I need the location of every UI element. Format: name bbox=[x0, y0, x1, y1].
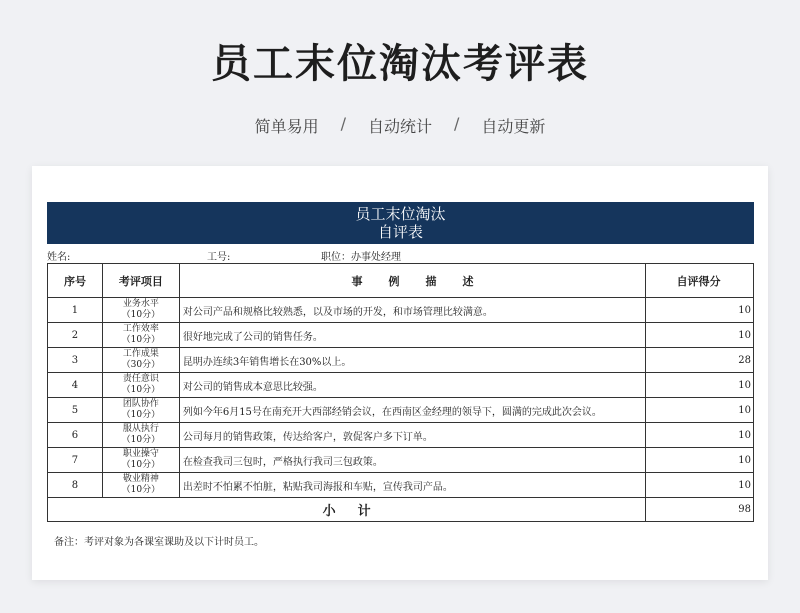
total-label: 小计 bbox=[48, 498, 646, 522]
row-description: 公司每月的销售政策，传达给客户，敦促客户多下订单。 bbox=[179, 423, 645, 448]
item-points: （10分） bbox=[121, 335, 161, 345]
table-row bbox=[48, 423, 754, 448]
col-header-score: 自评得分 bbox=[646, 264, 754, 298]
item-name: 工作效率 bbox=[122, 324, 159, 334]
col-header-no: 序号 bbox=[48, 264, 103, 298]
row-score: 10 bbox=[646, 423, 754, 448]
row-number: 2 bbox=[48, 323, 103, 348]
col-header-item: 考评项目 bbox=[102, 264, 179, 298]
row-score: 10 bbox=[646, 448, 754, 473]
feature-list bbox=[0, 114, 800, 137]
row-number: 1 bbox=[48, 298, 103, 323]
item-name: 工作成果 bbox=[122, 349, 159, 359]
row-number: 3 bbox=[48, 348, 103, 373]
total-score: 98 bbox=[646, 498, 754, 522]
row-item bbox=[102, 473, 179, 498]
row-score: 10 bbox=[646, 473, 754, 498]
row-score: 10 bbox=[646, 373, 754, 398]
col-header-desc: 事例描述 bbox=[179, 264, 645, 298]
row-description: 在检查我司三包时，严格执行我司三包政策。 bbox=[179, 448, 645, 473]
row-item bbox=[102, 448, 179, 473]
row-item bbox=[102, 348, 179, 373]
feature-separator: / bbox=[340, 114, 346, 133]
row-description: 对公司的销售成本意思比较强。 bbox=[179, 373, 645, 398]
row-item bbox=[102, 298, 179, 323]
feature-auto-update: 自动更新 bbox=[481, 117, 546, 136]
row-description: 列如今年6月15号在南充开大西部经销会议，在西南区金经理的领导下，圆满的完成此次会议。 bbox=[179, 398, 645, 423]
name-label: 姓名: bbox=[47, 252, 71, 263]
row-description: 很好地完成了公司的销售任务。 bbox=[179, 323, 645, 348]
item-points: （10分） bbox=[121, 310, 161, 320]
feature-separator: / bbox=[454, 114, 460, 133]
item-name: 职业操守 bbox=[122, 449, 159, 459]
table-row bbox=[48, 448, 754, 473]
employee-info-row bbox=[47, 246, 754, 262]
row-number: 6 bbox=[48, 423, 103, 448]
position-label: 职位：办事处经理 bbox=[321, 252, 401, 263]
item-points: （10分） bbox=[121, 435, 161, 445]
table-row bbox=[48, 373, 754, 398]
row-description: 出差时不怕累不怕脏，粘贴我司海报和车贴，宣传我司产品。 bbox=[179, 473, 645, 498]
banner-subtitle: 自评表 bbox=[377, 223, 423, 241]
row-number: 8 bbox=[48, 473, 103, 498]
form-sheet bbox=[32, 166, 768, 580]
form-banner bbox=[47, 202, 754, 244]
row-number: 7 bbox=[48, 448, 103, 473]
item-points: （10分） bbox=[121, 460, 161, 470]
feature-easy: 简单易用 bbox=[254, 117, 319, 136]
row-score: 10 bbox=[646, 298, 754, 323]
banner-title: 员工末位淘汰 bbox=[355, 205, 446, 223]
row-description: 昆明办连续3年销售增长在30%以上。 bbox=[179, 348, 645, 373]
item-points: （10分） bbox=[121, 385, 161, 395]
row-item bbox=[102, 423, 179, 448]
item-points: （30分） bbox=[121, 360, 161, 370]
item-name: 服从执行 bbox=[122, 424, 159, 434]
table-row bbox=[48, 323, 754, 348]
row-description: 对公司产品和规格比较熟悉，以及市场的开发，和市场管理比较满意。 bbox=[179, 298, 645, 323]
footnote: 备注：考评对象为各课室课助及以下计时员工。 bbox=[54, 537, 264, 548]
table-row bbox=[48, 348, 754, 373]
table-row bbox=[48, 298, 754, 323]
row-item bbox=[102, 373, 179, 398]
total-row bbox=[48, 498, 754, 522]
id-label: 工号: bbox=[207, 252, 231, 263]
row-score: 10 bbox=[646, 323, 754, 348]
item-name: 责任意识 bbox=[122, 374, 159, 384]
row-score: 10 bbox=[646, 398, 754, 423]
row-number: 5 bbox=[48, 398, 103, 423]
page-title: 员工末位淘汰考评表 bbox=[211, 41, 589, 87]
table-row bbox=[48, 473, 754, 498]
item-points: （10分） bbox=[121, 485, 161, 495]
item-name: 团队协作 bbox=[122, 399, 159, 409]
row-number: 4 bbox=[48, 373, 103, 398]
row-item bbox=[102, 323, 179, 348]
feature-auto-stat: 自动统计 bbox=[367, 117, 432, 136]
table-row bbox=[48, 398, 754, 423]
table-header-row bbox=[48, 264, 754, 298]
row-item bbox=[102, 398, 179, 423]
item-name: 敬业精神 bbox=[122, 474, 159, 484]
evaluation-table bbox=[47, 263, 754, 522]
item-points: （10分） bbox=[121, 410, 161, 420]
item-name: 业务水平 bbox=[122, 299, 159, 309]
row-score: 28 bbox=[646, 348, 754, 373]
